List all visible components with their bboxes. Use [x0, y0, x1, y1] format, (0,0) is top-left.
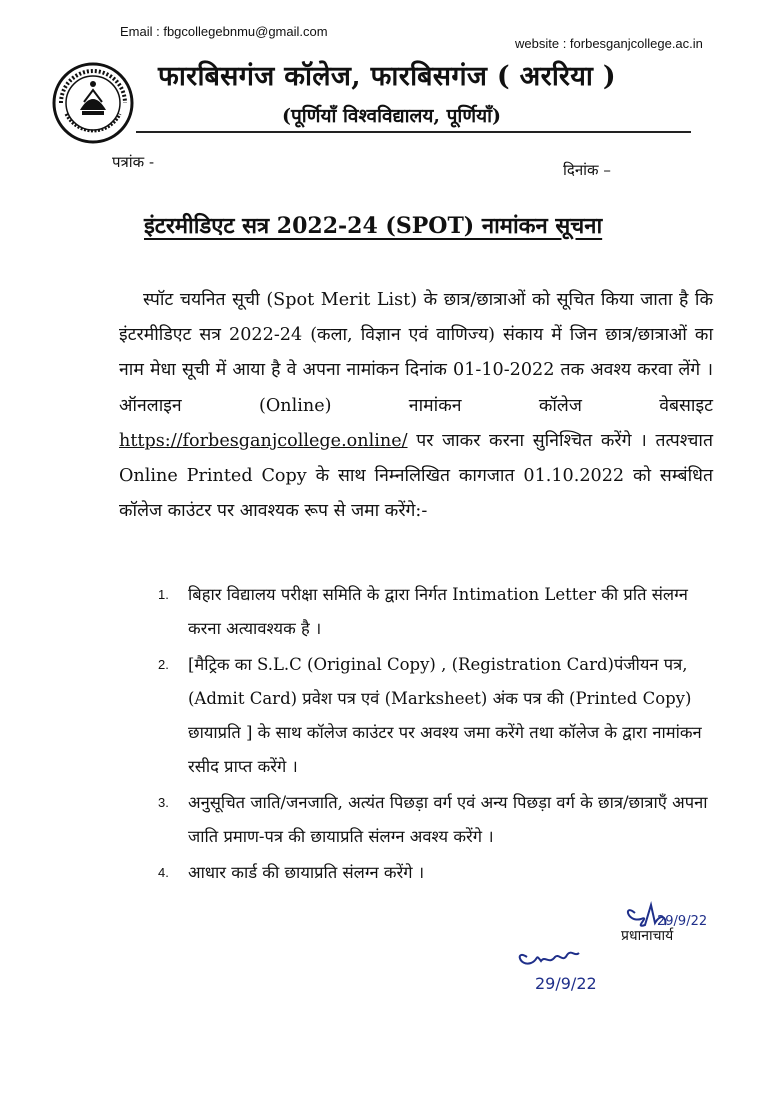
list-item-number: 2. [158, 657, 169, 672]
date-label: दिनांक – [563, 161, 611, 179]
required-documents-list [158, 578, 708, 892]
signature-block [505, 895, 745, 1015]
email-address: Email : fbgcollegebnmu@gmail.com [120, 24, 328, 39]
list-item-text: [मैट्रिक का S.L.C (Original Copy) , (Registration Card)पंजीयन पत्र, (Admit Card) प्रवेश पत्र एवं (Marksheet) अंक पत्र की (Printed Copy) छायाप्रति ] के साथ कॉलेज काउंटर पर अवश्य जमा करेंगे तथा कॉलेज के द्वारा नामांकन रसीद प्राप्त करेंगे । [188, 655, 702, 776]
notice-body-paragraph [119, 283, 713, 529]
list-item [158, 578, 708, 646]
notice-title: इंटरमीडिएट सत्र 2022-24 (SPOT) नामांकन सूचना [144, 213, 603, 239]
list-item-number: 4. [158, 865, 169, 880]
body-text-part2: पर जाकर करना सुनिश्चित करेंगे । तत्पश्चात Online Printed Copy के साथ निम्नलिखित कागजात 01.10.2022 को सम्बंधित कॉलेज काउंटर पर आवश्यक रूप से जमा करेंगे:- [119, 430, 713, 522]
university-seal-logo [52, 62, 134, 144]
list-item-text: अनुसूचित जाति/जनजाति, अत्यंत पिछड़ा वर्ग एवं अन्य पिछड़ा वर्ग के छात्र/छात्राएँ अपना जाति प्रमाण-पत्र की छायाप्रति संलग्न अवश्य करेंगे । [188, 793, 708, 846]
signatory-signature [520, 953, 579, 964]
list-item-number: 3. [158, 795, 169, 810]
list-item [158, 786, 708, 854]
principal-designation: प्रधानाचार्य [621, 928, 674, 944]
signatory-date: 29/9/22 [535, 974, 597, 993]
college-name: फारबिसगंज कॉलेज, फारबिसगंज ( अररिया ) [158, 61, 616, 92]
website-address: website : forbesganjcollege.ac.in [515, 36, 703, 51]
list-item-text: आधार कार्ड की छायाप्रति संलग्न करेंगे । [188, 863, 425, 882]
list-item-number: 1. [158, 587, 169, 602]
list-item [158, 648, 708, 784]
reference-number-label: पत्रांक - [112, 153, 155, 171]
list-item-text: बिहार विद्यालय परीक्षा समिति के द्वारा निर्गत Intimation Letter की प्रति संलग्न करना अत्यावश्यक है । [188, 585, 688, 638]
principal-signature-date: 29/9/22 [657, 914, 708, 929]
university-name: (पूर्णियाँ विश्वविद्यालय, पूर्णियाँ) [282, 105, 502, 127]
body-text-part1: स्पॉट चयनित सूची (Spot Merit List) के छात्र/छात्राओं को सूचित किया जाता है कि इंटरमीडिएट सत्र 2022-24 (कला, विज्ञान एवं वाणिज्य) संकाय में जिन छात्र/छात्राओं का नाम मेधा सूची में आया है वे अपना नामांकन दिनांक 01-10-2022 तक अवश्य करवा लेंगे । ऑनलाइन (Online) नामांकन कॉलेज वेबसाइट [119, 290, 713, 416]
list-item [158, 856, 708, 890]
header-divider [136, 131, 691, 133]
admission-website-link[interactable]: https://forbesganjcollege.online/ [119, 430, 408, 451]
